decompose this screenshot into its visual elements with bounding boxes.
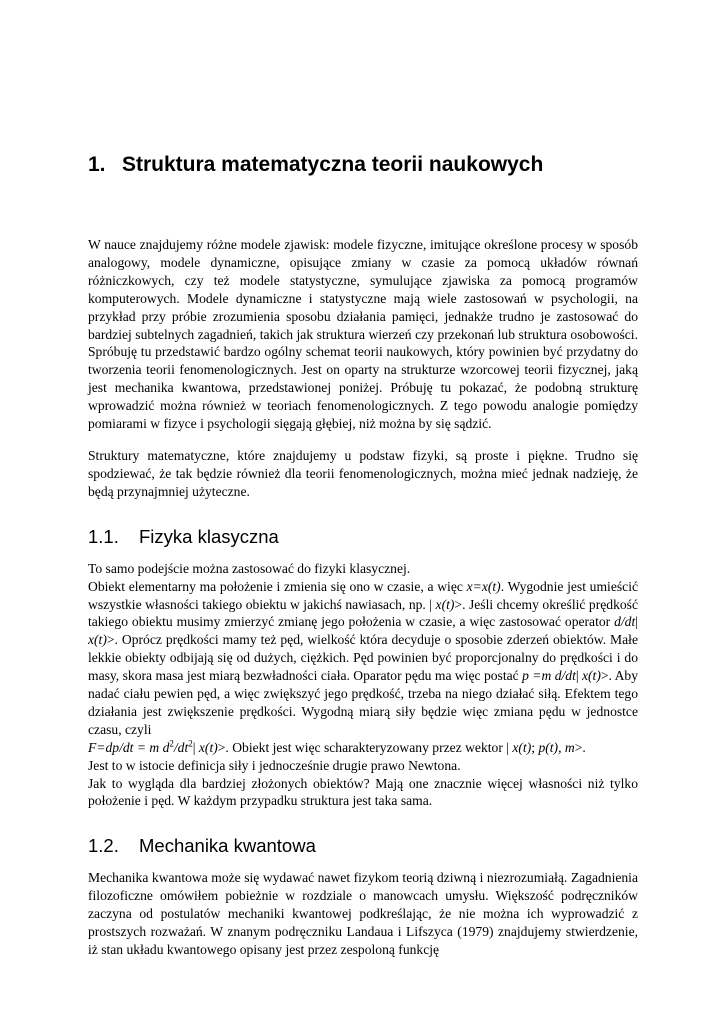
section-heading-classical — [88, 525, 638, 549]
intro-paragraph-2: Struktury matematyczne, które znajdujemy u podstaw fizyki, są proste i piękne. Trudno się spodziewać, że tak będzie również dla teorii fenomenologicznych, można mieć jednak nadzieję, że będą przynajmniej użyteczne. — [88, 447, 638, 499]
formula-line — [88, 739, 638, 757]
text-run: >. Jeśli chcemy określić prędkość takiego obiektu musimy zmierzyć zmianę jego położenia w czasie, a więc zastosować operator — [88, 596, 638, 630]
formula: /dt — [173, 739, 189, 755]
formula: F=dp/dt = m d — [88, 739, 170, 755]
text-paragraph — [88, 578, 638, 739]
text-line: To samo podejście można zastosować do fizyki klasycznej. — [88, 560, 411, 576]
text-run: >. Obiekt jest więc scharakteryzowany przez wektor | — [217, 739, 513, 755]
intro-paragraph-1: W nauce znajdujemy różne modele zjawisk: modele fizyczne, imitujące określone procesy w sposób analogowy, modele dynamiczne, opisujące zmiany w czasie za pomocą układów równań różniczkowych, czy też modele statystyczne, symulujące zjawiska za pomocą programów komputerowych. Modele dynamiczne i statystyczne mają wiele zastosowań w psychologii, na przykład przy próbie zrozumienia sposobu działania pamięci, jednakże trudno je zastosować do bardziej subtelnych zagadnień, takich jak struktura wierzeń czy przekonań lub struktura osobowości. Spróbuję tu przedstawić bardzo ogólny schemat teorii naukowych, który powinien być przydatny do tworzenia teorii fenomenologicznych. Jest on oparty na strukturze wzorcowej teorii fizycznej, jaką jest mechanika kwantowa, przedstawionej poniżej. Próbuję tu pokazać, że podobną strukturę wprowadzić można również w teoriach fenomenologicznych. Z tego powodu analogie pomiędzy pomiarami w fizyce i psychologii sięgają głębiej, niż można by się sądzić. — [88, 237, 638, 432]
text-run: Obiekt elementarny ma położenie i zmienia się ono w czasie, a więc — [88, 578, 467, 594]
formula: x(t) — [512, 739, 532, 755]
formula: x=x(t) — [466, 578, 501, 594]
text-run: ; — [531, 739, 539, 755]
text-run: | — [575, 668, 582, 684]
exponent: 2 — [169, 738, 174, 749]
formula: d/dt — [614, 614, 636, 630]
section-number: 1.1. — [88, 525, 119, 547]
text-line: Jest to w istocie definicja siły i jednocześnie drugie prawo Newtona. — [88, 757, 461, 773]
quantum-paragraph: Mechanika kwantowa może się wydawać nawet fizykom teorią dziwną i niezrozumiałą. Zagadnienia filozoficzne omówiłem pobieżnie w rozdziale o manowcach umysłu. Większość podręczników zaczyna od postulatów mechaniki kwantowej podkreślając, że nie można ich wyprowadzić z prostszych rozważań. W znanym podręczniku Landaua i Lifszyca (1979) znajdujemy stwierdzenie, iż stan układu kwantowego opisany jest przez zespoloną funkcję — [88, 870, 638, 957]
section-heading-quantum — [88, 834, 638, 858]
formula: x(t) — [435, 596, 455, 612]
chapter-heading — [88, 152, 638, 178]
text-run: | — [192, 739, 199, 755]
classical-physics-text — [88, 560, 638, 811]
chapter-title: Struktura matematyczna teorii naukowych — [122, 153, 544, 176]
exponent: 2 — [188, 738, 193, 749]
formula: x(t) — [88, 632, 107, 648]
section-title: Fizyka klasyczna — [139, 525, 279, 547]
formula: x(t) — [198, 739, 218, 755]
section-number: 1.2. — [88, 835, 119, 857]
formula: p(t), m — [538, 739, 575, 755]
text-run: >. Aby nadać ciału pewien pęd, a więc zwiększyć jego prędkość, trzeba na niego działać siłą. Efektem tego działania jest zwiększenie prędkości. Wygodną miarą siły będzie więc zmiana pędu w jednostce czasu, czyli — [88, 668, 639, 737]
formula: p =m d/dt — [522, 668, 576, 684]
text-run: . Wygodnie jest umieścić wszystkie własności takiego obiektu w jakichś nawiasach, np. | — [88, 578, 639, 612]
chapter-number: 1. — [88, 153, 106, 176]
text-run: >. Oprócz prędkości mamy też pęd, wielkość która decyduje o sposobie zderzeń obiektów. Małe lekkie obiekty odbijają się od dużych, ciężkich. Pęd powinien być proporcjonalny do prędkości i do masy, skora masa jest miarą bezwładności ciała. Oparator pędu ma więc postać — [88, 632, 638, 684]
text-run: >. — [574, 739, 586, 755]
formula: x(t) — [582, 668, 601, 684]
section-title: Mechanika kwantowa — [139, 835, 316, 857]
text-line: Jak to wygląda dla bardziej złożonych obiektów? Mają one znacznie więcej własności niż tylko położenie i pęd. W każdym przypadku struktura jest taka sama. — [88, 775, 638, 809]
text-run: | — [635, 614, 638, 630]
